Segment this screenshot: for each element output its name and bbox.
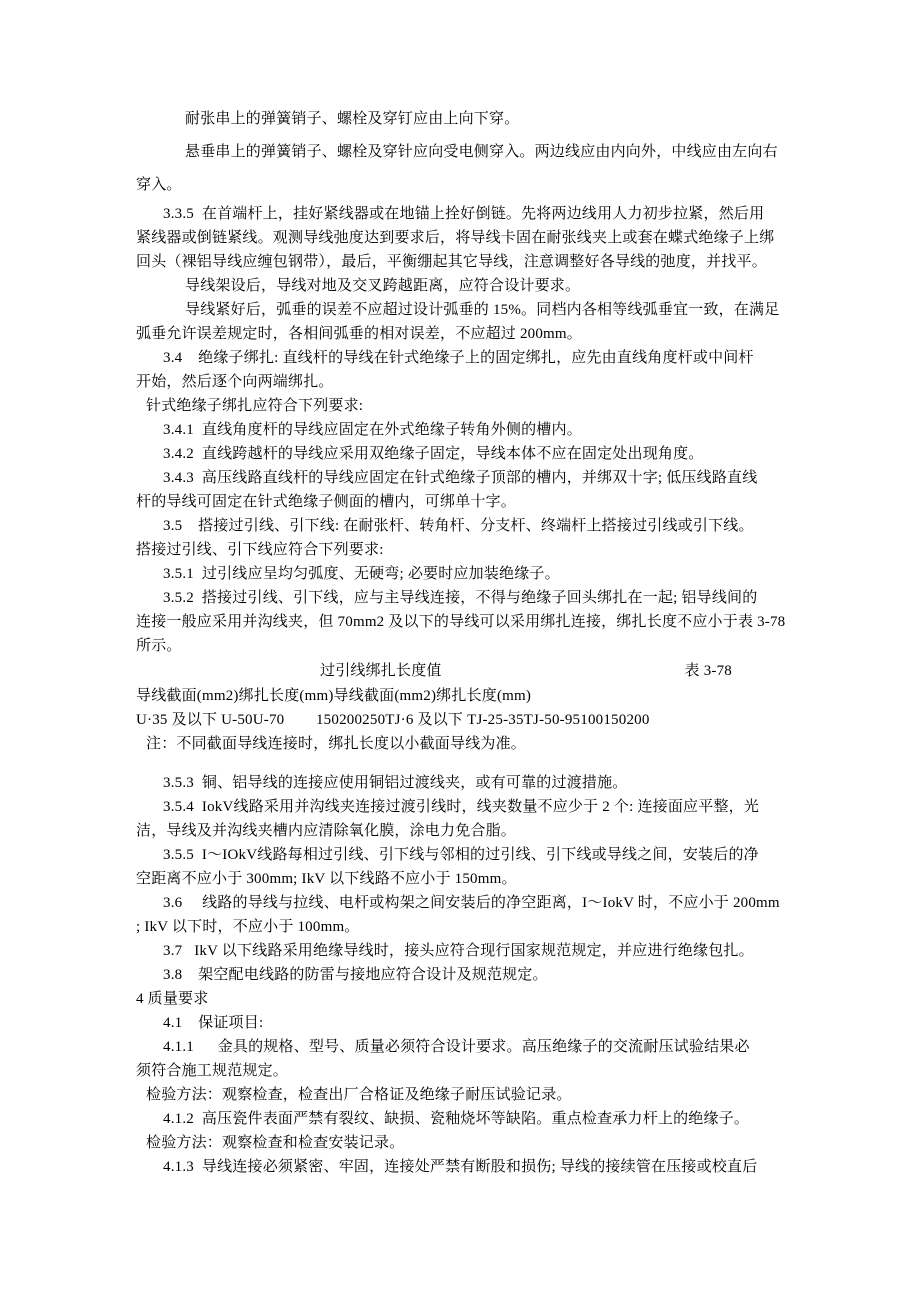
text-line: 悬垂串上的弹簧销子、螺栓及穿针应向受电侧穿入。两边线应由内向外，中线应由左向右	[185, 144, 778, 160]
text-line: 须符合施工规范规定。	[136, 1063, 289, 1079]
text-line: 3.5 搭接过引线、引下线: 在耐张杆、转角杆、分支杆、终端杆上搭接过引线或引下线。	[163, 518, 754, 534]
text-line: 注：不同截面导线连接时，绑扎长度以小截面导线为准。	[146, 736, 527, 752]
text-line: 3.4.2 直线跨越杆的导线应采用双绝缘子固定，导线本体不应在固定处出现角度。	[163, 446, 704, 462]
text-line: 空距离不应小于 300mm; IkV 以下线路不应小于 150mm。	[136, 871, 517, 887]
table-caption-line	[136, 658, 792, 684]
text-line: 4 质量要求	[136, 991, 209, 1007]
text-line: 3.5.1 过引线应呈均匀弧度、无硬弯; 必要时应加装绝缘子。	[163, 566, 560, 582]
text-line: 3.6 线路的导线与拉线、电杆或构架之间安装后的净空距离，I～IokV 时，不应小于 200mm	[163, 895, 780, 911]
text-line: 4.1.3 导线连接必须紧密、牢固，连接处严禁有断股和损伤; 导线的接续管在压接或校直后	[163, 1159, 758, 1175]
text-line: 穿入。	[136, 177, 182, 193]
text-line: 3.4.3 高压线路直线杆的导线应固定在针式绝缘子顶部的槽内，并绑双十字; 低压线路直线	[163, 470, 758, 486]
text-line: 检验方法：观察检查，检查出厂合格证及绝缘子耐压试验记录。	[146, 1087, 572, 1103]
text-line: 检验方法：观察检查和检查安装记录。	[146, 1135, 405, 1151]
text-line: 连接一般应采用并沟线夹，但 70mm2 及以下的导线可以采用绑扎连接，绑扎长度不应小于表 3-78	[136, 614, 786, 630]
table-ref-label: 表 3-78	[684, 663, 732, 679]
text-line: 4.1.1 金具的规格、型号、质量必须符合设计要求。高压绝缘子的交流耐压试验结果必	[163, 1039, 750, 1055]
text-line: ; IkV 以下时，不应小于 100mm。	[136, 919, 360, 935]
text-line: 开始，然后逐个向两端绑扎。	[136, 374, 334, 390]
text-line: 针式绝缘子绑扎应符合下列要求:	[146, 398, 364, 414]
text-line: 3.5.3 铜、铝导线的连接应使用铜铝过渡线夹，或有可靠的过渡措施。	[163, 775, 628, 791]
text-line: 洁，导线及并沟线夹槽内应清除氧化膜，涂电力免合脂。	[136, 823, 517, 839]
text-line: 3.4.1 直线角度杆的导线应固定在外式绝缘子转角外侧的槽内。	[163, 422, 582, 438]
text-line: 4.1 保证项目:	[163, 1015, 264, 1031]
text-line: 导线截面(mm2)绑扎长度(mm)导线截面(mm2)绑扎长度(mm)	[136, 688, 532, 704]
text-line: 3.4 绝缘子绑扎: 直线杆的导线在针式绝缘子上的固定绑扎，应先由直线角度杆或中间杆	[163, 350, 754, 366]
text-line: 3.5.4 IokV线路采用并沟线夹连接过渡引线时，线夹数量不应少于 2 个: 连接面应平整，光	[163, 799, 760, 815]
text-line: 回头（裸铝导线应缠包钢带），最后，平衡绷起其它导线，注意调整好各导线的弛度，并找平。	[136, 254, 767, 270]
text-line: 4.1.2 高压瓷件表面严禁有裂纹、缺损、瓷釉烧坏等缺陷。重点检查承力杆上的绝缘子。	[163, 1111, 750, 1127]
text-line: 3.5.2 搭接过引线、引下线，应与主导线连接，不得与绝缘子回头绑扎在一起; 铝导线间的	[163, 590, 758, 606]
text-line: 搭接过引线、引下线应符合下列要求:	[136, 542, 384, 558]
text-line: 导线紧好后，弧垂的误差不应超过设计弧垂的 15%。同档内各相等线弧垂宜一致，在满足	[185, 302, 780, 318]
text-line: 杆的导线可固定在针式绝缘子侧面的槽内，可绑单十字。	[136, 494, 517, 510]
text-line: 耐张串上的弹簧销子、螺栓及穿钉应由上向下穿。	[185, 111, 520, 127]
text-line: U·35 及以下 U-50U-70 150200250TJ·6 及以下 TJ-25-35TJ-50-95100150200	[136, 712, 650, 728]
text-line: 弧垂允许误差规定时，各相间弧垂的相对误差，不应超过 200mm。	[136, 326, 582, 342]
text-line: 3.5.5 I～IOkV线路每相过引线、引下线与邻相的过引线、引下线或导线之间，安装后的净	[163, 847, 759, 863]
text-line: 3.7 IkV 以下线路采用绝缘导线时，接头应符合现行国家规范规定，并应进行绝缘包扎。	[163, 943, 754, 959]
table-caption-title: 过引线绑扎长度值	[320, 663, 442, 679]
blank-line	[136, 756, 792, 771]
text-line: 紧线器或倒链紧线。观测导线弛度达到要求后，将导线卡固在耐张线夹上或套在蝶式绝缘子上绑	[136, 230, 775, 246]
text-line: 3.3.5 在首端杆上，挂好紧线器或在地锚上拴好倒链。先将两边线用人力初步拉紧，然后用	[163, 206, 765, 222]
text-line: 3.8 架空配电线路的防雷与接地应符合设计及规范规定。	[163, 967, 548, 983]
text-line: 导线架设后，导线对地及交叉跨越距离，应符合设计要求。	[185, 278, 581, 294]
text-line: 所示。	[136, 638, 182, 654]
